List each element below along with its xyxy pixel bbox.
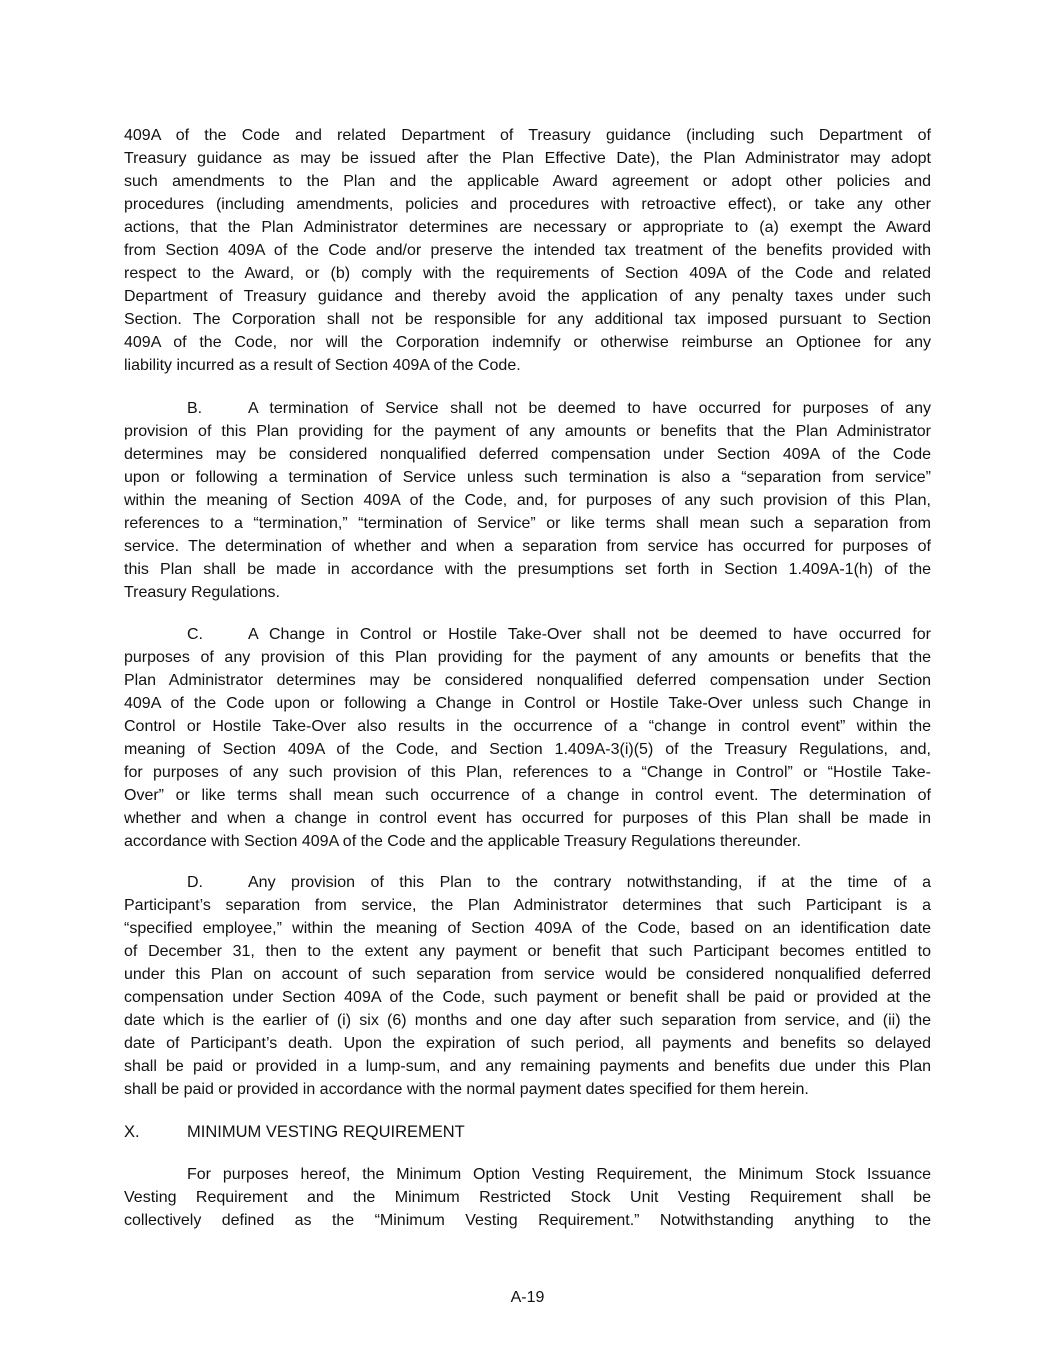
line-text: 409A of the Code and related Department of Treasury guidance (including such Department of [124, 127, 931, 144]
line-text: this Plan shall be made in accordance with the presumptions set forth in Section 1.409A-1(h) of the [124, 561, 931, 578]
line-text: such amendments to the Plan and the applicable Award agreement or adopt other policies and [124, 173, 931, 190]
text-line [124, 646, 931, 669]
line-text: A termination of Service shall not be deemed to have occurred for purposes of any [248, 400, 931, 417]
paragraph-c [124, 623, 931, 853]
line-text: provision of this Plan providing for the payment of any amounts or benefits that the Plan Administrator [124, 423, 931, 440]
line-text: liability incurred as a result of Section 409A of the Code. [124, 357, 521, 374]
line-text: date which is the earlier of (i) six (6) months and one day after such separation from service, and (ii) the [124, 1012, 931, 1029]
paragraph-label: B. [187, 400, 203, 417]
line-text: Section. The Corporation shall not be responsible for any additional tax imposed pursuant to Section [124, 311, 931, 328]
line-text: procedures (including amendments, policies and procedures with retroactive effect), or take any other [124, 196, 931, 213]
text-line [124, 489, 931, 512]
line-text: within the meaning of Section 409A of the Code, and, for purposes of any such provision of this Plan, [124, 492, 931, 509]
line-text: Participant’s separation from service, the Plan Administrator determines that such Participant is a [124, 897, 931, 914]
text-line [124, 354, 931, 377]
line-text: Plan Administrator determines may be considered nonqualified deferred compensation under Section [124, 672, 931, 689]
paragraph-minimum-vesting [124, 1163, 931, 1232]
line-text: compensation under Section 409A of the Code, such payment or benefit shall be paid or provided at the [124, 989, 931, 1006]
text-line [124, 1032, 931, 1055]
text-line [124, 239, 931, 262]
text-line [124, 285, 931, 308]
line-text: for purposes of any such provision of this Plan, references to a “Change in Control” or “Hostile Take- [124, 764, 931, 781]
line-text: Treasury guidance as may be issued after the Plan Effective Date), the Plan Administrator may adopt [124, 150, 931, 167]
text-line [124, 581, 931, 604]
text-line [124, 466, 931, 489]
text-line [124, 331, 931, 354]
text-line [124, 761, 931, 784]
line-text: actions, that the Plan Administrator determines are necessary or appropriate to (a) exempt the Award [124, 219, 931, 236]
line-text: determines may be considered nonqualified deferred compensation under Section 409A of the Code [124, 446, 931, 463]
paragraph-label: C. [187, 626, 203, 643]
text-line [124, 193, 931, 216]
text-line [124, 692, 931, 715]
text-line [124, 308, 931, 331]
paragraph-b [124, 397, 931, 604]
text-line [124, 1009, 931, 1032]
text-line: Vesting Requirement and the Minimum Restricted Stock Unit Vesting Requirement shall be [124, 1189, 931, 1206]
text-line [124, 170, 931, 193]
text-line [124, 715, 931, 738]
line-text: service. The determination of whether and when a separation from service has occurred for purposes of [124, 538, 931, 555]
line-text: shall be paid or provided in accordance with the normal payment dates specified for them herein. [124, 1081, 809, 1098]
line-text: references to a “termination,” “termination of Service” or like terms shall mean such a separation from [124, 515, 931, 532]
text-line [124, 669, 931, 692]
line-text: 409A of the Code, nor will the Corporation indemnify or otherwise reimburse an Optionee for any [124, 334, 931, 351]
text-line [124, 512, 931, 535]
text-line [124, 871, 931, 894]
text-line [124, 623, 931, 646]
section-heading [124, 1121, 465, 1144]
text-line [124, 784, 931, 807]
text-line [124, 558, 931, 581]
paragraph-d [124, 871, 931, 1101]
line-text: from Section 409A of the Code and/or preserve the intended tax treatment of the benefits provided with [124, 242, 931, 259]
section-title: MINIMUM VESTING REQUIREMENT [187, 1123, 465, 1141]
line-text: Control or Hostile Take-Over also results in the occurrence of a “change in control event” within the [124, 718, 931, 735]
line-text: purposes of any provision of this Plan providing for the payment of any amounts or benefits that the [124, 649, 931, 666]
line-text: shall be paid or provided in a lump-sum, and any remaining payments and benefits due under this Plan [124, 1058, 931, 1075]
text-line [124, 986, 931, 1009]
page-number: A-19 [510, 1289, 545, 1306]
text-line [124, 420, 931, 443]
text-line [124, 738, 931, 761]
line-text: date of Participant’s death. Upon the expiration of such period, all payments and benefits so delayed [124, 1035, 931, 1052]
text-line [124, 262, 931, 285]
line-text: A Change in Control or Hostile Take-Over shall not be deemed to have occurred for [248, 626, 931, 643]
text-line [124, 894, 931, 917]
text-line [124, 917, 931, 940]
text-line [124, 807, 931, 830]
text-line [124, 940, 931, 963]
text-line [124, 147, 931, 170]
text-line [124, 1055, 931, 1078]
line-text: Any provision of this Plan to the contrary notwithstanding, if at the time of a [248, 874, 931, 891]
text-line [124, 830, 931, 853]
text-line [124, 216, 931, 239]
line-text: respect to the Award, or (b) comply with the requirements of Section 409A of the Code and related [124, 265, 931, 282]
text-line [124, 535, 931, 558]
text-line [124, 963, 931, 986]
line-text: Over” or like terms shall mean such occurrence of a change in control event. The determination of [124, 787, 931, 804]
section-number: X. [124, 1123, 140, 1141]
text-line [124, 397, 931, 420]
text-line [124, 124, 931, 147]
line-text: under this Plan on account of such separation from service would be considered nonqualified deferred [124, 966, 931, 983]
line-text: 409A of the Code upon or following a Change in Control or Hostile Take-Over unless such Change in [124, 695, 931, 712]
text-line [124, 443, 931, 466]
line-text: Department of Treasury guidance and thereby avoid the application of any penalty taxes under such [124, 288, 931, 305]
paragraph-label: D. [187, 874, 203, 891]
line-text: “specified employee,” within the meaning of Section 409A of the Code, based on an identification date [124, 920, 931, 937]
line-text: whether and when a change in control event has occurred for purposes of this Plan shall be made in [124, 810, 931, 827]
paragraph-intro [124, 124, 931, 377]
line-text: meaning of Section 409A of the Code, and Section 1.409A-3(i)(5) of the Treasury Regulations, and, [124, 741, 931, 758]
line-text: accordance with Section 409A of the Code and the applicable Treasury Regulations thereunder. [124, 833, 801, 850]
line-text: upon or following a termination of Service unless such termination is also a “separation from service” [124, 469, 931, 486]
text-line: collectively defined as the “Minimum Vesting Requirement.” Notwithstanding anything to the [124, 1212, 931, 1229]
text-line: For purposes hereof, the Minimum Option Vesting Requirement, the Minimum Stock Issuance [187, 1166, 931, 1183]
line-text: Treasury Regulations. [124, 584, 280, 601]
text-line [124, 1078, 931, 1101]
line-text: of December 31, then to the extent any payment or benefit that such Participant becomes entitled to [124, 943, 931, 960]
